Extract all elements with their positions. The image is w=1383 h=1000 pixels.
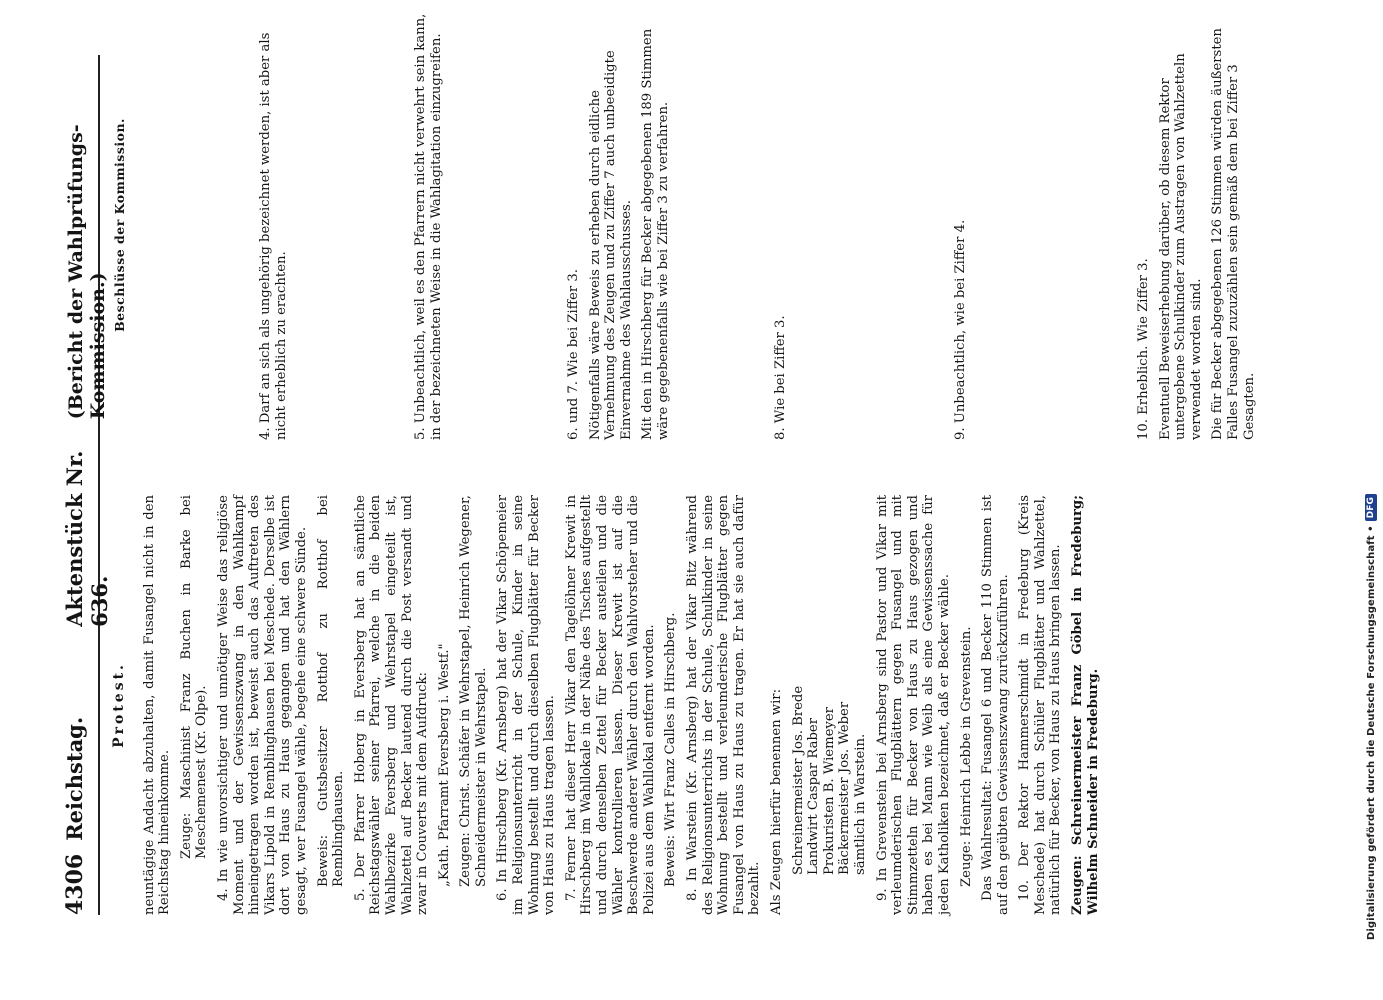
resolution-5-text: 5. Unbeachtlich, weil es den Pfarrern nicht verwehrt sein kann, in der bezeichneten Weise in die Wahlagitation einzugreifen. (413, 13, 444, 440)
protest-column (108, 495, 1107, 915)
resolution-6-7 (566, 10, 678, 440)
resolution-10 (1136, 10, 1263, 440)
resolution-8-text: 8. Wie bei Ziffer 3. (773, 315, 788, 440)
paragraph-7-proof: Beweis: Wirt Franz Calles in Hirschberg. (663, 612, 679, 887)
paragraph-10: 10. Der Rektor Hammerschmidt in Fredeburg (Kreis Meschede) hat durch Schüler Flugblätter und Wahlzettel, natürlich für Becker, von Haus zu Haus bringen lassen. (1017, 495, 1064, 915)
resolutions-column (108, 10, 1257, 440)
paragraph-9-result: Das Wahlresultat: Fusangel 6 und Becker 110 Stimmen ist auf den geübten Gewissenszwang zurückzuführen. (980, 495, 1011, 915)
intro-paragraph: neuntägige Andacht abzuhalten, damit Fusangel nicht in den Reichstag hineinkomme. (141, 495, 173, 915)
resolution-10-a: 10. Erheblich. Wie Ziffer 3. (1136, 258, 1151, 440)
running-title-bericht: (Bericht der Wahlprüfungs-Kommission.) (65, 124, 109, 420)
page-header (62, 55, 112, 915)
paragraph-9-witness: Zeuge: Heinrich Lebbe in Grevenstein. (958, 626, 974, 887)
page-number: 4306 (62, 853, 88, 915)
running-title-aktenstueck: Aktenstück Nr. 636. (62, 450, 112, 627)
resolution-10-c: Die für Becker abgegebenen 126 Stimmen würden äußersten Falles Fusangel zuzuzählen sein gemäß dem bei Ziffer 3 Gesagten. (1210, 28, 1257, 440)
paragraph-10-witness: Zeugen: Schreinermeister Franz Göbel in Fredeburg; Wilhelm Schneider in Fredeburg. (1070, 495, 1101, 915)
resolution-9 (953, 10, 975, 440)
resolution-4-text: 4. Darf an sich als ungehörig bezeichnet werden, ist aber als nicht erheblich zu erachten. (258, 32, 289, 440)
intro-witness: Zeuge: Maschinist Franz Buchen in Barke bei Meschemenest (Kr. Olpe). (178, 495, 210, 859)
resolution-5 (413, 10, 450, 440)
resolution-8 (773, 10, 795, 440)
running-title-reichstag: Reichstag. (62, 716, 87, 841)
witness-item: Bäckermeister Jos. Weber (837, 701, 853, 875)
paragraph-4: 4. In wie unvorsichtiger und unnötiger Weise das religiöse Moment und der Gewissenszwang in den Wahlkampf hineingetragen worden ist, beweist auch das Auftreten des Vikars Lipold in Remblinghausen bei Meschede. Derselbe ist dort von Haus zu Haus gegangen und hat den Wählern gesagt, wer Fusangel wähle, begehe eine schwere Sünde. (215, 495, 309, 915)
protest-heading: Protest. (111, 662, 127, 748)
resolution-6-7-a: 6. und 7. Wie bei Ziffer 3. (566, 269, 581, 440)
paragraph-7: 7. Ferner hat dieser Herr Vikar den Tagelöhner Krewit in Hirschberg im Wahllokale in der Nähe des Tisches aufgestellt und durch denselben Zettel für Becker austeilen und die Wähler kontrollieren lassen. Dieser Krewit ist auf die Beschwerde anderer Wähler durch den Wahlvorsteher und die Polizei aus dem Wahllokal entfernt worden. (563, 495, 657, 915)
dfg-logo: DFG (1365, 494, 1377, 521)
resolution-4 (258, 10, 295, 440)
paragraph-5-witness: Zeugen: Christ. Schäfer in Wehrstapel, Heinrich Wegener, Schneidermeister in Wehrstapel. (458, 495, 489, 887)
witness-item: Landwirt Caspar Raber (806, 717, 822, 875)
witness-item: Prokuristen B. Wiemeyer (821, 707, 837, 875)
resolutions-heading: Beschlüsse der Kommission. (112, 118, 127, 332)
paragraph-8-intro: Als Zeugen hierfür benennen wir: (768, 688, 784, 915)
paragraph-6: 6. In Hirschberg (Kr. Arnsberg) hat der Vikar Schöpemeier im Religionsunterricht in der Schule, Kinder in seine Wohnung bestellt und durch dieselben Flugblätter für Becker von Haus zu Haus tragen lassen. (495, 495, 558, 915)
paragraph-5-quote: „Kath. Pfarramt Eversberg i. Westf." (436, 643, 452, 887)
witness-item: Schreinermeister Jos. Brede (790, 685, 806, 875)
paragraph-4-proof: Beweis: Gutsbesitzer Rotthof zu Rotthof bei Remblinghausen. (315, 495, 347, 887)
digitization-note-text: Digitalisierung gefördert durch die Deutsche Forschungsgemeinschaft • (1365, 525, 1377, 940)
witness-list (791, 495, 869, 915)
witness-item: sämtlich in Warstein. (852, 733, 868, 875)
resolution-6-7-c: Mit den in Hirschberg für Becker abgegebenen 189 Stimmen wäre gegebenenfalls wie bei Ziffer 3 zu verfahren. (640, 28, 671, 440)
resolution-9-text: 9. Unbeachtlich, wie bei Ziffer 4. (953, 219, 968, 440)
paragraph-8: 8. In Warstein (Kr. Arnsberg) hat der Vikar Bitz während des Religionsunterrichts in der Schule, Schulkinder in seine Wohnung bestellt und verleumderische Flugblätter gegen Fusangel von Haus zu Haus zu tragen. Er hat sie auch dafür bezahlt. (685, 495, 763, 915)
paragraph-9: 9. In Grevenstein bei Arnsberg sind Pastor und Vikar mit verleumderischen Flugblättern gegen Fusangel und mit Stimmzetteln für Becker von Haus zu Haus gezogen und haben es bei Mann wie Weib als eine Gewissenssache für jeden Katholiken bezeichnet, daß er Becker wähle. (874, 495, 952, 915)
digitization-note (1365, 40, 1377, 940)
paragraph-5: 5. Der Pfarrer Hoberg in Eversberg hat an sämtliche Reichstagswähler seiner Pfarrei, welche in die beiden Wahlbezirke Eversberg und Wehrstapel eingeteilt ist, Wahlzettel auf Becker lautend durch die Post versandt und zwar in Couverts mit dem Aufdruck: (352, 495, 431, 915)
resolution-10-b: Eventuell Beweiserhebung darüber, ob diesem Rektor untergebene Schulkinder zum Austragen von Wahlzetteln verwendet worden sind. (1157, 53, 1204, 440)
resolution-6-7-b: Nötigenfalls wäre Beweis zu erheben durch eidliche Vernehmung des Zeugen und zu Ziffer 7 auch unbeeidigte Einvernahme des Wahlausschusses. (587, 50, 634, 440)
